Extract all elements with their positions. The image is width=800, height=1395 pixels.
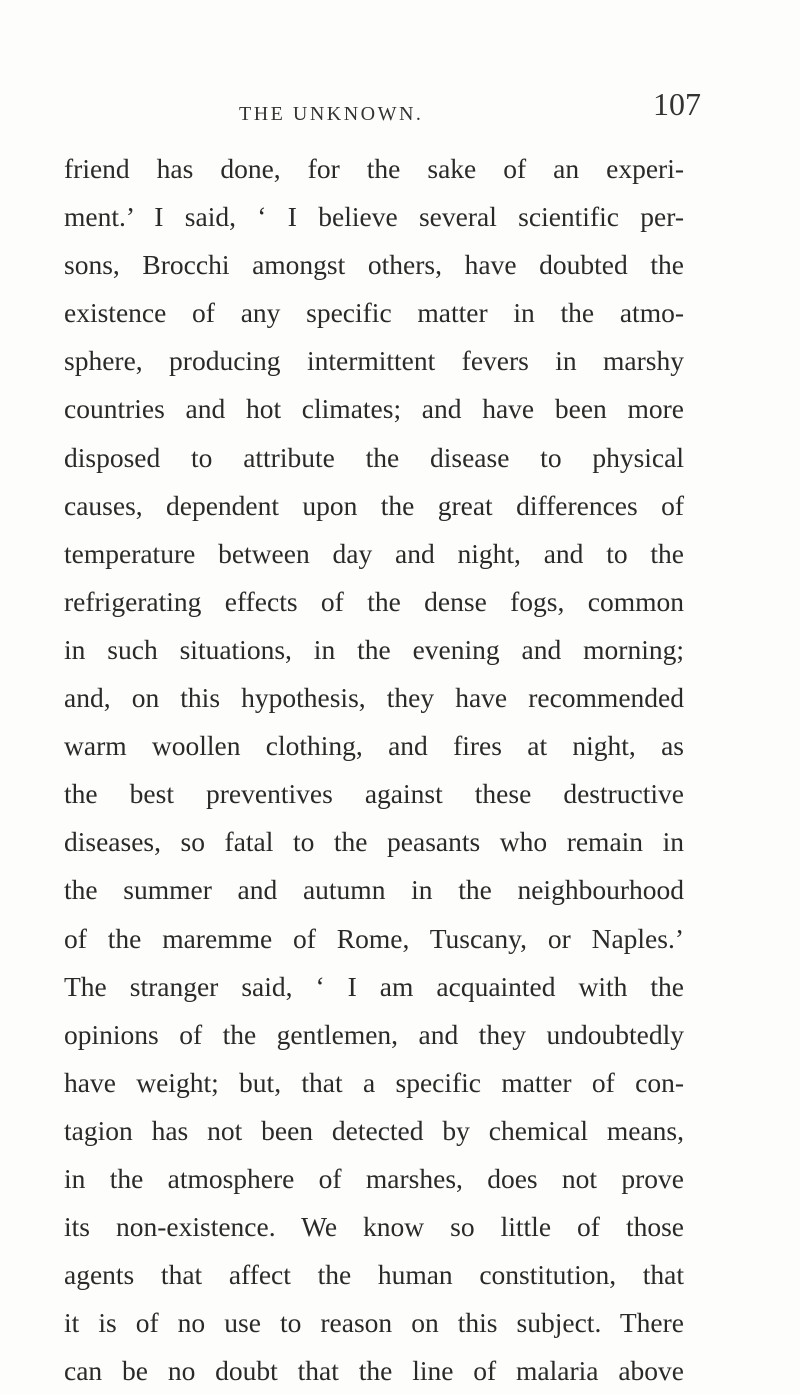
text-line: refrigerating effects of the dense fogs, common [64,585,684,617]
text-line: have weight; but, that a specific matter of con- [64,1066,684,1098]
text-line: sons, Brocchi amongst others, have doubted the [64,249,684,281]
text-line: its non-existence. We know so little of those [64,1211,684,1243]
text-line: opinions of the gentlemen, and they undoubtedly [64,1018,684,1050]
text-line: agents that affect the human constitution, that [64,1259,684,1291]
text-line: in the atmosphere of marshes, does not prove [64,1162,684,1194]
text-line: causes, dependent upon the great differences of [64,489,684,521]
text-line: in such situations, in the evening and morning; [64,633,684,665]
text-line: temperature between day and night, and to the [64,537,684,569]
body-text [64,145,684,1395]
text-line: The stranger said, ‘ I am acquainted with the [64,970,684,1002]
text-line: disposed to attribute the disease to physical [64,441,684,473]
text-line: it is of no use to reason on this subject. There [64,1307,684,1339]
text-line: and, on this hypothesis, they have recommended [64,682,684,714]
text-line: friend has done, for the sake of an experi- [64,153,684,184]
text-line: the summer and autumn in the neighbourhood [64,874,684,906]
page-number: 107 [653,86,701,122]
text-line: countries and hot climates; and have been more [64,393,684,425]
text-line: existence of any specific matter in the atmo- [64,297,684,329]
running-title: THE UNKNOWN. [239,103,424,125]
text-line: diseases, so fatal to the peasants who remain in [64,826,684,858]
text-line: sphere, producing intermittent fevers in marshy [64,345,684,377]
text-line: ment.’ I said, ‘ I believe several scientific per- [64,201,684,233]
text-line: the best preventives against these destructive [64,778,684,810]
text-line: of the maremme of Rome, Tuscany, or Naples.’ [64,922,684,954]
text-line: can be no doubt that the line of malaria above [64,1355,684,1387]
text-line: warm woollen clothing, and fires at night, as [64,730,684,762]
text-line: tagion has not been detected by chemical means, [64,1114,684,1146]
